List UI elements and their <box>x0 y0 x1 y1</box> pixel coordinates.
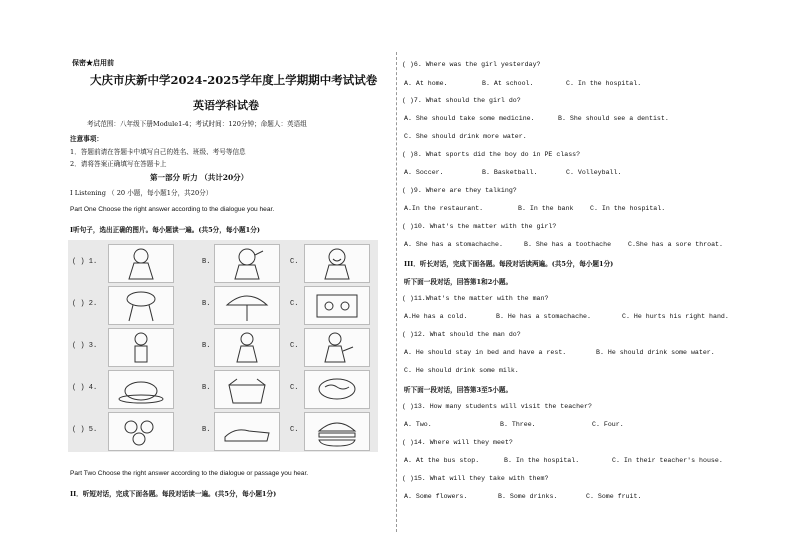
q11-text: ( )11.What's the matter with the man? <box>402 295 549 302</box>
q9-option-b: B. In the bank <box>518 205 574 212</box>
q3-number: ( ) 3. <box>72 342 98 350</box>
q7-text: ( )7. What should the girl do? <box>402 97 521 104</box>
q8-option-c: C. Volleyball. <box>566 169 622 176</box>
q11-option-c: C. He hurts his right hand. <box>622 313 729 320</box>
q14-option-b: B. In the hospital. <box>504 457 580 464</box>
q7-option-a: A. She should take some medicine. <box>404 115 535 122</box>
q5-option-c-image <box>304 412 370 451</box>
part-one-instruction: Part One Choose the right answer according to the dialogue you hear. <box>70 206 275 213</box>
section-2-instruction: II．听短对话，完成下面各题。每段对话读一遍。(共5分，每小题1分) <box>70 490 277 498</box>
q3-option-c-image <box>304 328 370 367</box>
q9-option-c: C. In the hospital. <box>590 205 666 212</box>
q9-option-a: A.In the restaurant. <box>404 205 484 212</box>
q10-option-a: A. She has a stomachache. <box>404 241 503 248</box>
q2-b-label: B. <box>202 300 211 308</box>
q13-text: ( )13. How many students will visit the teacher? <box>402 403 592 410</box>
picture-row-5 <box>68 410 378 452</box>
q7-option-b: B. She should see a dentist. <box>558 115 669 122</box>
q4-b-label: B. <box>202 384 211 392</box>
q6-text: ( )6. Where was the girl yesterday? <box>402 61 541 68</box>
q8-option-b: B. Basketball. <box>482 169 538 176</box>
q10-text: ( )10. What's the matter with the girl? <box>402 223 557 230</box>
listening-section: I Listening （ 20 小题，每小题1分，共20分） <box>70 189 213 197</box>
q12-text: ( )12. What should the man do? <box>402 331 521 338</box>
q8-text: ( )8. What sports did the boy do in PE class? <box>402 151 581 158</box>
section-3-sub-1: 听下面一段对话，回答第1和2小题。 <box>404 278 513 286</box>
q4-option-c-image <box>304 370 370 409</box>
q10-option-c: C.She has a sore throat. <box>628 241 723 248</box>
q1-number: ( ) 1. <box>72 258 98 266</box>
exam-title: 大庆市庆新中学2024-2025学年度上学期期中考试试卷 <box>90 73 378 87</box>
q2-c-label: C. <box>290 300 299 308</box>
q12-option-c: C. He should drink some milk. <box>404 367 519 374</box>
q5-b-label: B. <box>202 426 211 434</box>
q3-option-b-image <box>214 328 280 367</box>
q3-option-a-image <box>108 328 174 367</box>
q1-c-label: C. <box>290 258 299 266</box>
q6-option-a: A. At home. <box>404 80 448 87</box>
q3-c-label: C. <box>290 342 299 350</box>
section-3-sub-2: 听下面一段对话，回答第3至5小题。 <box>404 386 513 394</box>
q8-option-a: A. Soccer. <box>404 169 444 176</box>
q2-number: ( ) 2. <box>72 300 98 308</box>
q5-option-a-image <box>108 412 174 451</box>
q4-option-a-image <box>108 370 174 409</box>
q13-option-c: C. Four. <box>592 421 624 428</box>
exam-subtitle: 英语学科试卷 <box>193 99 259 112</box>
q6-option-b: B. At school. <box>482 80 534 87</box>
q14-option-a: A. At the bus stop. <box>404 457 480 464</box>
q1-option-a-image <box>108 244 174 283</box>
q5-c-label: C. <box>290 426 299 434</box>
section-1-instruction: I听句子，选出正确的图片。每小题读一遍。(共5分，每小题1分) <box>70 226 260 234</box>
q14-text: ( )14. Where will they meet? <box>402 439 513 446</box>
notice-title: 注意事项： <box>70 135 103 143</box>
part-two-instruction: Part Two Choose the right answer according to the dialogue or passage you hear. <box>70 470 309 477</box>
picture-choices-scan <box>68 240 378 452</box>
q15-option-b: B. Some drinks. <box>498 493 558 500</box>
q14-option-c: C. In their teacher's house. <box>612 457 723 464</box>
q4-option-b-image <box>214 370 280 409</box>
picture-row-3 <box>68 326 378 368</box>
q2-option-a-image <box>108 286 174 325</box>
confidential-mark: 保密★启用前 <box>72 58 114 67</box>
q4-c-label: C. <box>290 384 299 392</box>
q15-text: ( )15. What will they take with them? <box>402 475 549 482</box>
q2-option-c-image <box>304 286 370 325</box>
picture-row-2 <box>68 284 378 326</box>
q13-option-b: B. Three. <box>500 421 536 428</box>
q12-option-a: A. He should stay in bed and have a rest. <box>404 349 567 356</box>
exam-scope: 考试范围：八年级下册Module1-4；考试时间：120分钟；命题人：英语组 <box>87 120 307 128</box>
q9-text: ( )9. Where are they talking? <box>402 187 517 194</box>
picture-row-1 <box>68 242 378 284</box>
q6-option-c: C. In the hospital. <box>566 80 642 87</box>
q5-option-b-image <box>214 412 280 451</box>
page-divider <box>396 52 397 532</box>
q12-option-b: B. He should drink some water. <box>596 349 715 356</box>
q11-option-b: B. He has a stomachache. <box>496 313 591 320</box>
notice-item-1: 1．答题前请在答题卡中填写自己的姓名、班级、考号等信息 <box>70 148 246 156</box>
q2-option-b-image <box>214 286 280 325</box>
q1-option-b-image <box>214 244 280 283</box>
notice-item-2: 2．请将答案正确填写在答题卡上 <box>70 160 167 168</box>
q4-number: ( ) 4. <box>72 384 98 392</box>
q15-option-c: C. Some fruit. <box>586 493 642 500</box>
q11-option-a: A.He has a cold. <box>404 313 468 320</box>
section-3-heading: III．听长对话，完成下面各题。每段对话读两遍。(共5分，每小题1分) <box>404 260 614 268</box>
q7-option-c: C. She should drink more water. <box>404 133 527 140</box>
q15-option-a: A. Some flowers. <box>404 493 468 500</box>
q5-number: ( ) 5. <box>72 426 98 434</box>
q10-option-b: B. She has a toothache <box>524 241 612 248</box>
q1-option-c-image <box>304 244 370 283</box>
q3-b-label: B. <box>202 342 211 350</box>
part1-heading: 第一部分 听力 （共计20分） <box>150 173 249 182</box>
q13-option-a: A. Two. <box>404 421 432 428</box>
picture-row-4 <box>68 368 378 410</box>
q1-b-label: B. <box>202 258 211 266</box>
